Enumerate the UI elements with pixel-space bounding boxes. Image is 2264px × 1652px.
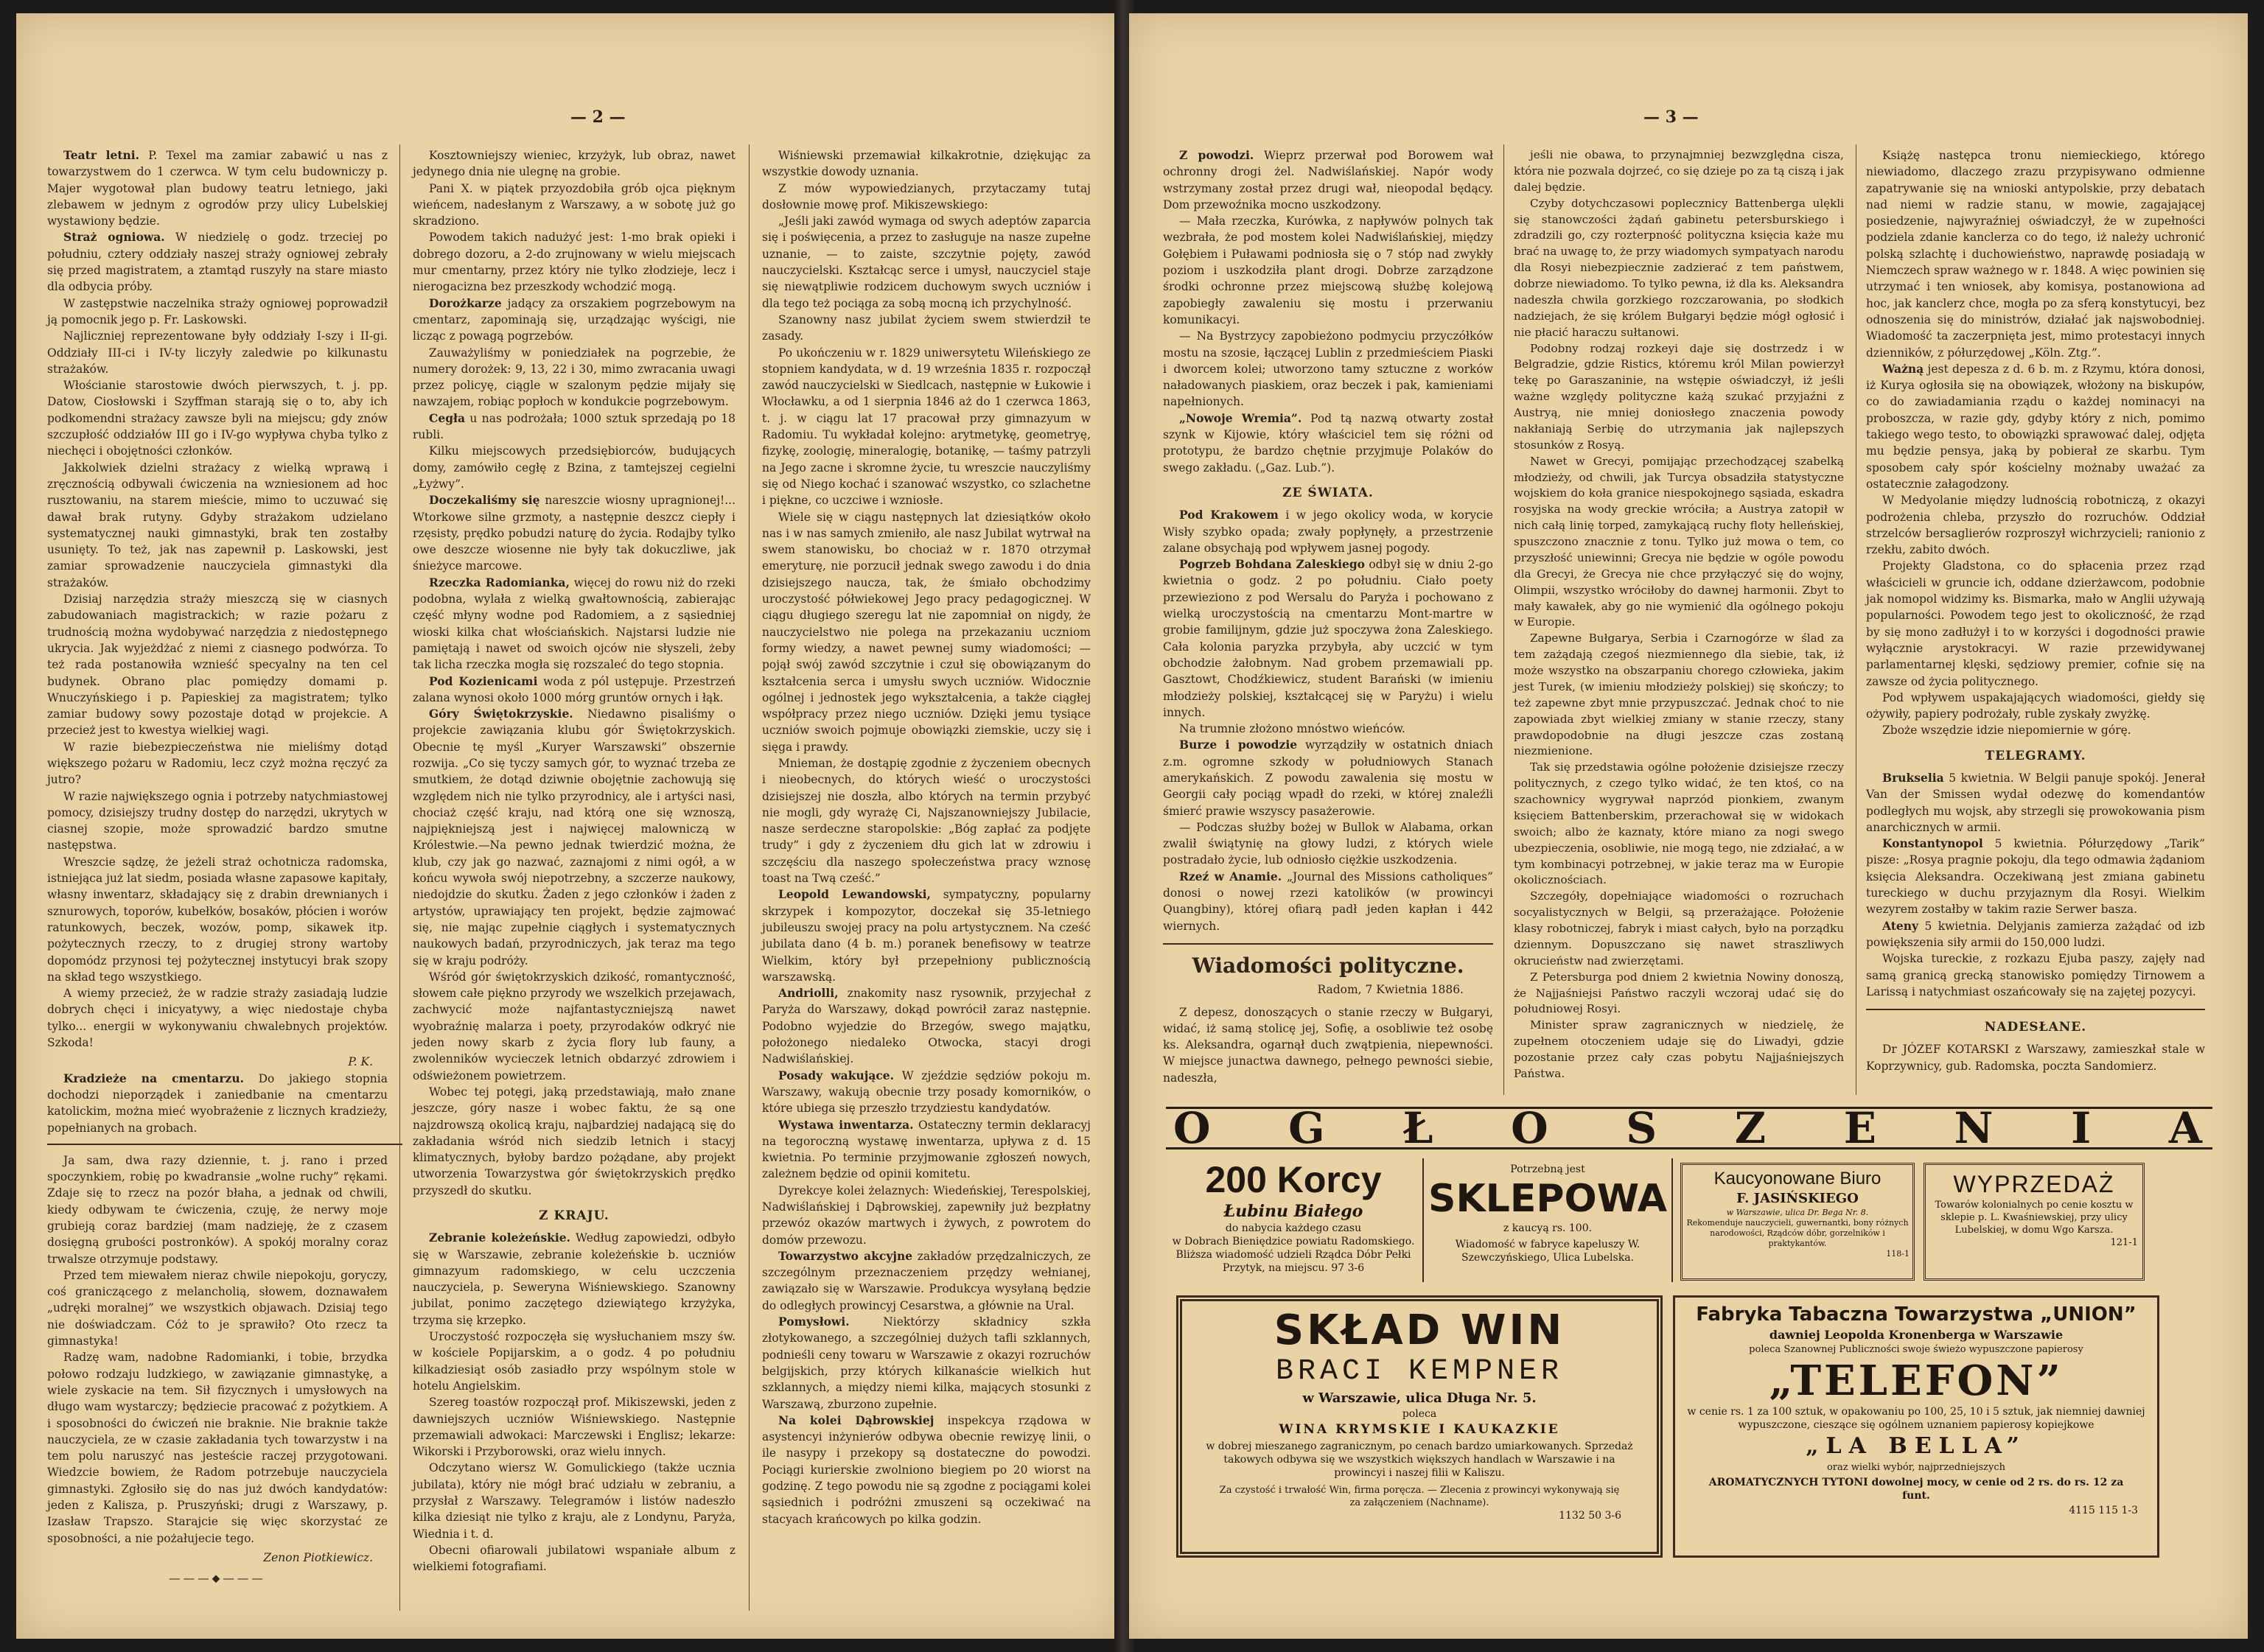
- article-text: Z Petersburga pod dniem 2 kwietnia Nowiny donoszą, że Najjaśniejsi Państwo raczyli wczoraj udać się do południowej Rosyi.: [1514, 970, 1844, 1016]
- article-lead: Brukselia: [1882, 770, 1944, 785]
- ogloszenia-letter: Ł: [1402, 1103, 1436, 1153]
- ad-sklepowa: [1422, 1158, 1673, 1282]
- article-paragraph: [1163, 328, 1493, 410]
- article-paragraph: [413, 295, 736, 345]
- article-text: Po ukończeniu w r. 1829 uniwersytetu Wileńskiego ze stopniem kandydata, w d. 19 września 1835 r. rozpoczął zawód nauczycielski w Siedlcach, następnie w Łukowie i Włocławku, a od 1 sierpnia 1846 aż do 1 czerwca 1863, t. j. w ciągu lat 17 pracował przy gimnazyum w Radomiu. Tu wykładał kolejno: arytmetykę, geometryę, fizykę, zoologię, mineralogię, botanikę, — taśmy patrzyli na Jego zacne i skromne życie, tu wreszcie nauczyliśmy się od Niego kochać i szanować wszystko, co szlachetne i piękne, co uczciwe i wzniosłe.: [762, 346, 1091, 508]
- article-text: zakładów przędzalniczych, ze szczególnym przeznaczeniem przędzy wełnianej, zawiązało się w Warszawie. Produkcya wysyłaną będzie do odległych prowincyj Cesarstwa, a głównie na Ural.: [762, 1249, 1091, 1312]
- article-lead: Pod Kozienicami: [429, 673, 538, 688]
- ad-sklad-win: [1176, 1295, 1663, 1558]
- page-number: — 3 —: [1643, 108, 1699, 127]
- article-text: Nawet w Grecyi, pomijając przechodzącej szabelką młodzieży, od chwili, jak Turcya obsadziła statystyczne wojskiem do koła granice niespokojnego sąsiada, eskadra rosyjska na wody greckie wróciła; a Austrya zatopił w nich całą linię torped, zamykającą ruchy floty helleńskiej, spuszczono znacznie z tonu. Tylko już mowa o tem, co przyszłość uniewinni; Grecya nie będzie w ogóle powodu dla Grecyi, że Grecya nie chce przyłączyć się do wojny, Olimpii, wszystko wróciłoby do dawnej harmonii. Zbyt to mały kawałek, aby go nie wymienić dla ogólnego pokoju w Europie.: [1514, 454, 1844, 629]
- ad-sklad-text: w dobrej mieszanego zagranicznym, po cenach bardzo umiarkowanych. Sprzedaż takowych odbywa się we wszystkich większych handlach w Warszawie i na prowincyi i naszej filii w Kaliszu.: [1206, 1441, 1633, 1479]
- article-paragraph: [1163, 721, 1493, 737]
- article-text: Jakkolwiek dzielni strażacy z wielką wprawą i zręcznością odbywali ćwiczenia na wzniesionem ad hoc rusztowaniu, na starem mieście, mimo to uczuwać się dawał brak rutyny. Gdyby strażakom udzielano systematycznej nauki gimnastyki, brak ten zostałby usunięty. To też, jak nas zapewnił p. Laskowski, jest zamiar sprowadzenie nauczyciela gimnastyki dla strażaków.: [47, 461, 388, 589]
- article-text: P. Texel ma zamiar zabawić u nas z towarzystwem do 1 czerwca. W tym celu budowniczy p. Majer wygotował plan budowy teatru letniego, jaki zlebawem w jednym z ogrodów przy ulicy Lubelskiej wystawiony będzie.: [47, 149, 388, 228]
- article-paragraph: [1866, 951, 2205, 1000]
- notice-text: Dr JÓZEF KOTARSKI z Warszawy, zamieszkał stale w Koprzywnicy, gub. Radomska, poczta Sandomierz.: [1866, 1043, 2205, 1073]
- article-text: Tak się przedstawia ogólne położenie dzisiejsze rzeczy politycznych, z czego tylko widać, że ten ktoś, co na szachownicy wygrywał naprzód pionkiem, zwanym księciem Battenberskim, przerachował się w widokach swoich; albo że kaznaty, które miano za nogi swego ubezpieczenia, osobliwie, nie mogą tego, nie zdziałać, a w tym kombinacyi potrzebnej, w jakie teraz ma w Europie okolicznościach.: [1514, 760, 1844, 887]
- ad-korcy-line3: Bliższa wiadomość udzieli Rządca Dóbr Pełki: [1175, 1249, 1411, 1261]
- column-3: [1866, 147, 2205, 1074]
- article-lead: „Nowoje Wremia”.: [1179, 410, 1302, 425]
- ad-sklad-sub: poleca: [1402, 1408, 1437, 1420]
- article-text: jest depesza z d. 6 b. m. z Rzymu, która donosi, iż Kurya ogłosiła się na obowiązek, włożony na biskupów, co do zawiadamiania rządu o każdej nominacyi na proboszcza, w razie gdy, gdyby który z nich, pomimo takiego wego testo, to obowiązki sprawować dalej, odjęta mu będzie pensya, jaką by pobierał ze skarbu. Tym sposobem cały spór kościelny możnaby uważać za ostatecznie załagodzony.: [1866, 362, 2205, 491]
- article-paragraph: [413, 229, 736, 295]
- article-paragraph: [1163, 819, 1493, 869]
- article-text: Czyby dotychczasowi poplecznicy Battenberga ulękli się stanowczości żądań gabinetu petersburskiego i zdradzili go, czy rozterpność polityczna księcia każe mu brać na uwagę to, że przy wiadomych sympatyach narodu dla Rosyi niebezpiecznie zadzierać z tem państwem, dobrze niewiadomo. To tylko pewna, iż dla ks. Aleksandra nadeszła chwila gorzkiego rozczarowania, po słodkich nadziejach, że się królem Bułgaryi będzie mógł ogłosić i nie płacić haraczu sułtanowi.: [1514, 196, 1844, 339]
- ad-sklepowa-sub: z kaucyą rs. 100.: [1503, 1222, 1593, 1234]
- article-paragraph: [762, 1248, 1091, 1314]
- article-paragraph: [1514, 970, 1844, 1018]
- ornament-divider: ———⬥———: [169, 1572, 266, 1586]
- article-paragraph: [47, 1349, 388, 1547]
- ad-wyprzedaz-title: WYPRZEDAŻ: [1953, 1171, 2115, 1197]
- column-3: [762, 147, 1091, 1527]
- article-paragraph: [47, 295, 388, 329]
- article-text: Mnieman, że dostąpię zgodnie z życzeniem obecnych i nieobecnych, do których wieść o uroczystości dzisiejszej nie doszła, albo których na termin przybyć nie mogli, gdy wyrażę Ci, Najszanowniejszy Jubilacie, nasze serdeczne staropolskie: „Bóg zapłać za podjęte trudy” i gdy z życzeniem dłu gich lat w zdrowiu i szczęściu dla naszego społeczeństwa pracy wznosę toast na Twą cześć.”: [762, 756, 1091, 886]
- article-paragraph: [47, 739, 388, 788]
- article-paragraph: [762, 1117, 1091, 1183]
- article-paragraph: [762, 1413, 1091, 1527]
- article-text: Wobec tej potęgi, jaką przedstawiają, mało znane jeszcze, góry nasze i wobec faktu, że są one najzdrowszą okolicą kraju, najbardziej nadającą się do zakładania wśród nich siedzib letnich i stacyj klimatycznych, byłoby bardzo pożądane, aby projekt utworzenia Towarzystwa gór świętokrzyskich prędko przyszedł do skutku.: [413, 1085, 736, 1197]
- ad-sklepowa-title: SKLEPOWA: [1428, 1177, 1667, 1221]
- article-paragraph: [413, 1394, 736, 1460]
- article-lead: Ważną: [1882, 361, 1924, 376]
- ad-biuro-addr: w Warszawie, ulica Dr. Bega Nr. 8.: [1726, 1208, 1869, 1217]
- article-text: Zauważyliśmy w poniedziałek na pogrzebie, że numery dorożek: 9, 13, 22 i 30, mimo zwracania uwagi przez policyę, ciągle w szalonym pędzie mijały się nawzajem, robiąc popłoch w kondukcie pogrzebowym.: [413, 346, 736, 409]
- article-paragraph: [413, 1460, 736, 1541]
- article-text: jadący za orszakiem pogrzebowym na cmentarz, zapominają się, urządzając wyścigi, nie licząc z powagą pogrzebów.: [413, 296, 736, 343]
- article-lead: Pod Krakowem: [1179, 508, 1279, 522]
- article-text: wyrządziły w ostatnich dniach z.m. ogromne szkody w południowych Stanach amerykańskich. Z powodu zawalenia się mostu w Georgii cały pociąg wpadł do rzeki, w której znaleźli śmierć prawie wszyscy pasażerowie.: [1163, 738, 1493, 818]
- article-text: „Jeśli jaki zawód wymaga od swych adeptów zaparcia się i poświęcenia, a przez to zasługuje na nasze zupełne uznanie, — to zaiste, szczytnie pojęty, zawód nauczycielski. Kształcąc serce i umysł, nauczyciel staje się niewątpliwie rodzicem duchowym swych uczniów i dla tego też pociąga za sobą mocną ich przychylność.: [762, 214, 1091, 310]
- article-text: Najliczniej reprezentowane były oddziały I-szy i II-gi. Oddziały III-ci i IV-ty liczyły zaledwie po kilkunastu strażaków.: [47, 329, 388, 376]
- article-text: W niedzielę o godz. trzeciej po południu, cztery oddziały naszej straży ogniowej zebrały się przed magistratem, a ztamtąd ruszyły na stare miasto dla odbycia próby.: [47, 231, 388, 294]
- article-paragraph: [413, 181, 736, 230]
- article-text: Wreszcie sądzę, że jeżeli straż ochotnicza radomska, istniejąca już lat siedm, posiada własne zapasowe kapitały, własny inwentarz, składający się z drabin drewnianych i sznurowych, toporów, kubełków, bosaków, płócien i worów ratunkowych, beczek, wozów, pomp, sikawek itp. pożytecznych rzeczy, to z drugiej strony wartoby dopomódz przynosi tej pożytecznej instytucyi brak szopy na skład tego wszystkiego.: [47, 855, 388, 984]
- page-number: — 2 —: [570, 108, 626, 127]
- article-lead: Rzeź w Anamie.: [1179, 869, 1282, 883]
- article-paragraph: [413, 147, 736, 181]
- ad-sklad-addr: w Warszawie, ulica Długa Nr. 5.: [1302, 1390, 1537, 1406]
- article-text: Pod wpływem uspakajających wiadomości, giełdy się ożywiły, papiery podrożały, ruble zyskały zwyżkę.: [1866, 690, 2205, 721]
- ad-code: 1132 50 3-6: [1559, 1510, 1621, 1522]
- article-text: Szanowny nasz jubilat życiem swem stwierdził te zasady.: [762, 312, 1091, 343]
- ad-code: 118-1: [1886, 1249, 1910, 1259]
- article-lead: Na kolei Dąbrowskiej: [778, 1413, 934, 1427]
- article-text: Na trumnie złożono mnóstwo wieńców.: [1179, 722, 1405, 736]
- article-lead: Pomysłowi.: [778, 1315, 850, 1329]
- article-paragraph: [413, 706, 736, 969]
- author-signature: Zenon Piotkiewicz.: [263, 1550, 373, 1564]
- article-paragraph: [1514, 454, 1844, 631]
- ad-union-telefon: „TELEFON”: [1769, 1357, 2064, 1405]
- article-text: Zboże wszędzie idzie niepomiernie w górę.: [1882, 724, 2131, 738]
- article-lead: Góry Świętokrzyskie.: [429, 707, 573, 721]
- article-paragraph: [1866, 147, 2205, 361]
- article-text: „Journal des Missions catholiques” donosi o nowej rzezi katolików (w prowincyi Quangbiny), której ofiarą padł jeden kapłan i 442 wiernych.: [1163, 869, 1493, 933]
- article-paragraph: [47, 854, 388, 985]
- article-paragraph: [1866, 722, 2205, 738]
- article-text: Zapewne Bułgarya, Serbia i Czarnogórze w ślad za tem zażądają czegoś niezmiennego dla siebie, tak, iż może wszystko na obszarpaniu chorego człowieka, jakim jest Turek, (w imieniu młodzieży polskiej) się skończy; to też zapewne zbyt mnie przypuszczać. Jednak choć to nie zapowiada zbyt wielkiej zmiany w stanie rzeczy, stany prawdopodobnie na długi jeszcze czas zostaną niezmienione.: [1514, 631, 1844, 758]
- article-text: Z mów wypowiedzianych, przytaczamy tutaj dosłownie mowę prof. Mikiszewskiego:: [762, 181, 1091, 211]
- ad-biuro-sub: F. JASIŃSKIEGO: [1736, 1191, 1859, 1206]
- article-text: Szereg toastów rozpoczął prof. Mikiszewski, jeden z dawniejszych uczniów Wiśniewskiego. Następnie przemawiali adwokaci: Marczewski i Englisz; lekarze: Wikorski i Przyborowski, oraz wielu innych.: [413, 1396, 736, 1459]
- article-text: Włościanie starostowie dwóch pierwszych, t. j. pp. Datow, Ciosłowski i Szyffman starają się o to, aby ich podkomendni strażacy zawsze byli na miejscu; gdy znów szczupłość oddziałów III go i IV-go wypływa chyba tylko z niechęci i obojętności członków.: [47, 379, 388, 458]
- article-text: Minister spraw zagranicznych w niedzielę, że zupełnem otoczeniem udaje się do Liwadyi, gdzie pozostanie przez cały czas pobytu Najjaśniejszych Państwa.: [1514, 1018, 1844, 1080]
- ad-korcy-title: 200 Korcy: [1205, 1159, 1382, 1200]
- article-paragraph: [413, 1329, 736, 1394]
- column-divider: [1503, 144, 1504, 1095]
- ad-union-title: Fabryka Tabaczna Towarzystwa „UNION”: [1696, 1303, 2137, 1326]
- article-text: 5 kwietnia. Półurzędowy „Tarik” pisze: „Rosya pragnie pokoju, dla tego odmawia żądaniom księcia Aleksandra. Oczekiwaną jest zmiana gabinetu tureckiego w duchu przyjaznym dla Rosyi. Wielkim wezyrem zostałby w takim razie Serwer basza.: [1866, 837, 2205, 917]
- article-text: Do jakiego stopnia dochodzi nieporządek i zaniedbanie na cmentarzu katolickim, można mieć wyobrażenie z licznych kradzieży, popełnianych na grobach.: [47, 1071, 388, 1135]
- dateline: Radom, 7 Kwietnia 1886.: [1317, 983, 1464, 997]
- ogloszenia-letter: N: [1954, 1103, 1996, 1153]
- section-header: Wiadomości polityczne.: [1192, 953, 1464, 978]
- article-text: 5 kwietnia. Delyjanis zamierza zażądać od izb powiększenia siły armii do 150,000 ludzi.: [1866, 919, 2205, 949]
- ogloszenia-letter: I: [2071, 1103, 2094, 1153]
- ad-union-sub: dawniej Leopolda Kronenberga w Warszawie: [1769, 1328, 2064, 1342]
- article-paragraph: [1866, 690, 2205, 723]
- article-text: Odczytano wiersz W. Gomulickiego (także ucznia jubilata), który nie mógł brać udziału w zebraniu, a przysłał z Warszawy. Telegramów i listów nadeszło kilka dziesiąt nie tylko z kraju, ale z Londynu, Paryża, Wiednia i t. d.: [413, 1461, 736, 1541]
- article-lead: Burze i powodzie: [1179, 738, 1298, 752]
- article-text: Dyrekcye kolei żelaznych: Wiedeńskiej, Terespolskiej, Nadwiślańskiej i Dąbrowskiej, zapewniły już bezpłatny przewóz okazów martwych i żywych, z powrotem do domów przewozu.: [762, 1183, 1091, 1247]
- ad-korcy-sub: Łubinu Białego: [1223, 1202, 1363, 1221]
- article-lead: Leopold Lewandowski,: [778, 887, 931, 902]
- article-text: Ja sam, dwa razy dziennie, t. j. rano i przed spoczynkiem, robię po kwadransie „wolne ruchy” rękami. Zdaje się to rzecz na pozór błaha, a jednak od chwili, kiedy odbywam te ćwiczenia, czuję, że nerwy moje grubieją coraz bardziej (mam nadzieję, że z czasem dosięgną grubości postronków). A spokój moralny coraz trwalsze otrzymuje podstawy.: [47, 1153, 388, 1266]
- article-text: Uroczystość rozpoczęła się wysłuchaniem mszy św. w kościele Popijarskim, a o godz. 4 po południu kilkadziesiąt osób zasiadło przy wspólnym stole w hotelu Angielskim.: [413, 1330, 736, 1393]
- article-paragraph: [47, 147, 388, 229]
- article-lead: Z powodzi.: [1179, 148, 1254, 162]
- article-text: W zastępstwie naczelnika straży ogniowej poprowadził ją pomocnik jego p. Fr. Laskowski.: [47, 296, 388, 326]
- article-paragraph: [1163, 737, 1493, 819]
- article-lead: Konstantynopol: [1882, 836, 1983, 851]
- article-text: Dzisiaj narzędzia straży mieszczą się w ciasnych zabudowaniach magistrackich; w razie pożaru z trudnością można wydobywać narzędzia z niedostępnego ukrycia. Jak wyjeżdżać z niemi z ciasnego podwórza. To też rada postanowiła wznieść specyalny na ten cel budynek. Obrano plac pomiędzy domami p. Wnuczyńskiego i p. Papieskiej za magistratem; tylko zamiar budowy sowy pozostaje dotąd w projekcie. A przecież jest to kwestya wielkiej wagi.: [47, 592, 388, 738]
- article-text: Ostateczny termin deklaracyj na tegoroczną wystawę inwentarza, upływa z d. 15 kwietnia. Po terminie przyjmowanie zgłoszeń nowych, zależnem będzie od opinii komitetu.: [762, 1118, 1091, 1181]
- article-text: Projekty Gladstona, co do spłacenia przez rząd właścicieli w gruncie ich, oddane dzierżawcom, podobnie jak nomopol widzimy ks. Bismarka, mało w Anglii używają popularności. Powodem tego jest to okoliczność, że rząd by się mono zadłużył i to w korzyści i dogodności prawie wyłącznie arystokracyi. W razie przewidywanej parlamentarnej klęski, sędziowy premier, cofnie się na zawsze od życia politycznego.: [1866, 559, 2205, 688]
- ad-korcy: [1172, 1158, 1415, 1282]
- article-paragraph: [1514, 341, 1844, 454]
- article-text: — Podczas służby bożej w Bullok w Alabama, orkan zwalił świątynię na głowy ludzi, z których wiele postradało życie, lub odniosło ciężkie uszkodzenia.: [1163, 820, 1493, 867]
- article-paragraph: [47, 377, 388, 459]
- article-text: — Mała rzeczka, Kurówka, z napływów polnych tak wezbrała, że pod mostem kolei Nadwiślańskiej, między Gołębiem i Puławami podniosła się o 7 stóp nad zwykły poziom i uszkodziła plant drogi. Dobrze zarządzone środki ochronne przez miejscową służbę kolejową zapobiegły zawaleniu się mostu i przerwaniu komunikacyi.: [1163, 214, 1493, 326]
- article-paragraph: [47, 1071, 388, 1136]
- article-text: 5 kwietnia. W Belgii panuje spokój. Jenerał Van der Smissen wydał odezwę do komendantów podległych mu wojsk, aby strzegli się prowokowania pism anarchicznych w armii.: [1866, 771, 2205, 834]
- ad-code: 4115 115 1-3: [2069, 1505, 2138, 1516]
- column-divider: [749, 144, 750, 1611]
- article-paragraph: [413, 410, 736, 444]
- ogloszenia-letter: O: [1173, 1103, 1214, 1153]
- article-paragraph: [1514, 760, 1844, 889]
- ogloszenia-letter: Z: [1734, 1103, 1769, 1153]
- ad-biuro-text: Rekomenduje nauczycieli, guwernantki, bony różnych narodowości, Rządców dóbr, gorzelników i praktykantów.: [1686, 1218, 1909, 1248]
- article-paragraph: [762, 755, 1091, 886]
- article-text: woda z pól ustępuje. Przestrzeń zalana wynosi około 1000 mórg gruntów ornych i łąk.: [413, 674, 736, 704]
- horizontal-rule: [1163, 943, 1493, 945]
- article-paragraph: [413, 1542, 736, 1575]
- ad-sklad-foot: Za czystość i trwałość Win, firma poręcza. — Zlecenia z prowincyi wykonywają się za załączeniem (Nachname).: [1219, 1485, 1620, 1508]
- ad-korcy-line1: do nabycia każdego czasu: [1225, 1222, 1362, 1234]
- article-paragraph: [1866, 492, 2205, 558]
- article-lead: Zebranie koleżeńskie.: [429, 1231, 571, 1245]
- article-paragraph: [1866, 361, 2205, 492]
- article-paragraph: [1163, 869, 1493, 934]
- article-paragraph: [47, 788, 388, 854]
- ogloszenia-letter: S: [1626, 1103, 1660, 1153]
- article-paragraph: [47, 229, 388, 295]
- ad-korcy-line4: Przytyk, na miejscu.: [1222, 1262, 1328, 1274]
- article-text: inspekcya rządowa w asystencyi inżynierów odbywa obecnie rewizyę linii, o ile nasypy i przekopy są dostateczne do powodzi. Pociągi kurierskie zwolniono biegiem po 20 wiorst na godzinę. Z tego powodu nie są zgodne z pociągami kolei sąsiednich i podróżni zmuszeni są oczekiwać na stacyach krańcowych po kilka godzin.: [762, 1413, 1091, 1526]
- column-2: [413, 147, 736, 1575]
- article-lead: Andriolli,: [778, 986, 839, 1001]
- ad-code: 97 3-6: [1331, 1262, 1365, 1274]
- article-text: jeśli nie obawa, to przynajmniej bezwzględna cisza, która nie pozwala dojrzeć, co się dzieje po za tą ciszą i jak dalej będzie.: [1514, 148, 1844, 194]
- ogloszenia-letter: G: [1288, 1103, 1328, 1153]
- article-paragraph: [413, 1230, 736, 1329]
- ad-wyprzedaz: [1924, 1163, 2145, 1281]
- article-text: Kilku miejscowych przedsiębiorców, budujących domy, zamówiło cegłę z Bzina, z tamtejszej cegielni „Łyżwy”.: [413, 444, 736, 491]
- ad-code: 121-1: [2110, 1237, 2138, 1248]
- article-text: Wiele się w ciągu następnych lat dziesiątków około nas i w nas samych zmieniło, ale nasz Jubilat wytrwał na swem stanowisku, bo chociaż w r. 1870 otrzymał emeryturę, nie porzucił jednak swego zawodu i do dnia dzisiejszego naucza, tak, że śmiało obchodzimy uroczystość półwiekowej Jego pracy pedagogicznej. W ciągu długiego szeregu lat nie zapomniał on nigdy, że nauczycielstwo nie polega na przekazaniu uczniom formy wiedzy, a nawet pewnej sumy wiadomości; — pojął swój zawód szczytnie i czuł się obowiązanym do kształcenia serca i umysłu swych uczniów. Widocznie ogólnej i jednostek jego wykształcenia, a także ciągłej współpracy przez niego uczniów. Dzięki jemu tysiące uczniów swoich pojmuje obowiązki ziemskie, uczy się i sięga i prawdy.: [762, 510, 1091, 754]
- section-header: ZE ŚWIATA.: [1282, 485, 1374, 500]
- article-paragraph: [413, 345, 736, 410]
- article-text: W Medyolanie między ludnością robotniczą, z okazyi podrożenia chleba, przyszło do rozruchów. Oddział strzelców bersaglierów rozproszył wichrzycieli; ranionio z rzekłu, zabito dwóch.: [1866, 494, 2205, 557]
- article-paragraph: [762, 1314, 1091, 1413]
- article-lead: Pogrzeb Bohdana Zaleskiego: [1179, 557, 1366, 572]
- ad-sklad-wina: WINA KRYMSKIE I KAUKAZKIE: [1279, 1422, 1560, 1437]
- column-divider: [399, 144, 400, 1611]
- article-text: Wiśniewski przemawiał kilkakrotnie, dziękując za wszystkie dowody uznania.: [762, 149, 1091, 179]
- article-text: W razie największego ognia i potrzeby natychmiastowej pomocy, dzisiejszy trudny dostęp do narzędzi, ukrytych w ciasnej szopie, może sprowadzić bardzo smutne następstwa.: [47, 789, 388, 853]
- article-text: — Na Bystrzycy zapobieżono podmyciu przyczółków mostu na szosie, łączącej Lublin z przedmieściem Piaski i dworcem kolei; utworzono tamy sztuczne z worków naładowanych piaskiem, oraz beczek i pak, kamieniami napełnionych.: [1163, 329, 1493, 409]
- column-1: [47, 147, 388, 1587]
- ad-sklepowa-text: Wiadomość w fabryce kapeluszy W. Szewczyńskiego, Ulica Lubelska.: [1455, 1239, 1641, 1264]
- article-paragraph: [762, 213, 1091, 312]
- article-text: Wśród gór świętokrzyskich dzikość, romantyczność, słowem całe piękno przyrody we wszelkich przejawach, zachwycić może najfantastyczniejszą nawet wyobraźnię malarza i poety, przyrodaków odkryć nie jeden nowy skarb z życia flory lub fauny, a zwolenników wycieczek letnich obdarzyć zdrowiem i odświeżonem powietrzem.: [413, 970, 736, 1082]
- article-lead: Wystawa inwentarza.: [778, 1117, 914, 1132]
- horizontal-rule: [1866, 1009, 2205, 1010]
- ad-wyprzedaz-text: Towarów kolonialnych po cenie kosztu w sklepie p. L. Kwaśniewskiej, przy ulicy Lubelskiej, w domu Wgo Karsza.: [1935, 1200, 2134, 1236]
- article-text: Niedawno pisaliśmy o projekcie zawiązania klubu gór Świętokrzyskich. Obecnie tę myśl „Kuryer Warszawski” obszernie rozwija. „Co się tyczy samych gór, to wyznać trzeba ze smutkiem, że dotąd dziwnie obojętnie zachowują się względem nich nie tylko przyrodnicy, ale i artyści nasi, chociaż część kraju, nad którą one się wznoszą, najpiękniejszą jest i najwięcej malowniczą w Królestwie.—Na pewno jednak twierdzić można, że klub, czy jak go nazwać, zaznajomi z nimi ogół, a w końcu wywoła swój niepotrzebny, a szczerze naukowy, niedojdzie do skutku. Żaden z jego członków i żaden z artystów, uprawiający ten projekt, będzie zajmować się, nie mając zupełnie ciągłych i systematycznych naukowych badań, przyrodniczych, jak teraz ma tego się w kraju podróży.: [413, 707, 736, 967]
- article-paragraph: [1514, 631, 1844, 760]
- article-text: Podobny rodzaj rozkeyi daje się dostrzedz i w Belgradzie, gdzie Ristics, któremu król Milan powierzył tekę po Garaszaninie, na wstępie oświadczył, iż jeśli ważne względy polityczne każą szukać przyjaźni z Austryą, nie mniej doniosłego znaczenia powody nakłaniają Serbię do utrzymania jak najlepszych stosunków z Rosyą.: [1514, 341, 1844, 452]
- article-paragraph: [1866, 770, 2205, 836]
- article-paragraph: [1866, 836, 2205, 917]
- ad-biuro-title: Kaucyonowane Biuro: [1713, 1169, 1882, 1189]
- article-text: Przed tem miewałem nieraz chwile niepokoju, goryczy, coś graniczącego z melancholią, słowem, doznawałem „udręki moralnej” we wszystkich objawach. Dzisiaj tego nie doświadczam. Cóż to je sprawiło? Oto rzecz ta gimnastyka!: [47, 1268, 388, 1348]
- section-header: NADESŁANE.: [1984, 1020, 2087, 1035]
- section-header: TELEGRAMY.: [1985, 748, 2086, 763]
- article-paragraph: [1163, 1004, 1493, 1086]
- article-text: więcej do rowu niż do rzeki podobna, wylała z wielką gwałtownością, zabierając część młyny wodne pod Radomiem, a z sąsiedniej wioski kilka chat włościańskich. Najstarsi ludzie nie pamiętają i nawet od swoich ojców nie słyszeli, żeby tak licha rzeczka mogła się rozszaleć do tego stopnia.: [413, 575, 736, 672]
- article-text: Wieprz przerwał pod Borowem wał ochronny drogi żel. Nadwiślańskiej. Napór wody wstrzymany został przez drugi wał, nieopodal będący. Dom przewoźnika mocno uszkodzony.: [1163, 149, 1493, 211]
- article-lead: Rzeczka Radomianka,: [429, 575, 570, 589]
- article-text: nareszcie wiosny upragnionej!... Wtorkowe silne grzmoty, a następnie deszcz ciepły i rzęsisty, prędko pobudzi naturę do życia. Rodajby tylko owe deszcze wiosenne nie były tak dokuczliwe, jak śnieżyce marcowe.: [413, 494, 736, 573]
- article-lead: Straż ogniowa.: [63, 230, 165, 245]
- article-text: Obecni ofiarowali jubilatowi wspaniałe album z wielkiemi fotografiami.: [413, 1543, 736, 1574]
- article-paragraph: [47, 591, 388, 739]
- ogloszenia-letter: E: [1843, 1103, 1879, 1153]
- article-paragraph: [413, 673, 736, 707]
- article-paragraph: [762, 1068, 1091, 1117]
- ad-biuro: [1680, 1163, 1915, 1281]
- article-paragraph: [47, 1267, 388, 1349]
- article-paragraph: [1514, 889, 1844, 969]
- article-text: Pod tą nazwą otwarty został szynk w Kijowie, który właściciel tem się różni od prototypu, że bardzo chętnie przyjmuje Polaków do swego zakładu. („Gaz. Lub.”).: [1163, 411, 1493, 475]
- article-paragraph: [1163, 213, 1493, 328]
- article-paragraph: [762, 886, 1091, 985]
- article-paragraph: [413, 575, 736, 673]
- article-paragraph: [1163, 507, 1493, 556]
- article-text: u nas podrożała; 1000 sztuk sprzedają po 18 rubli.: [413, 411, 736, 442]
- article-lead: Kradzieże na cmentarzu.: [63, 1071, 244, 1085]
- article-text: Kosztowniejszy wieniec, krzyżyk, lub obraz, nawet jedynego dnia nie ulegnę na grobie.: [413, 149, 736, 179]
- ad-sklad-title: SKŁAD WIN: [1274, 1306, 1565, 1354]
- ad-union-tyton: AROMATYCZNYCH TYTONI dowolnej mocy, w cenie od 2 rs. do rs. 12 za funt.: [1708, 1477, 2124, 1502]
- ad-sklepowa-top: Potrzebną jest: [1510, 1163, 1585, 1175]
- ad-korcy-line2: w Dobrach Bieniędzice powiatu Radomskiego.: [1172, 1236, 1415, 1247]
- article-text: sympatyczny, popularny skrzypek i kompozytor, doczekał się 35-letniego jubileuszu swojej pracy na polu artystycznem. Na cześć jubilata dano (4 b. m.) poranek benefisowy w teatrze Wielkim, który był przepełniony publicznością warszawską.: [762, 888, 1091, 984]
- ogloszenia-letter: A: [2168, 1103, 2205, 1153]
- article-paragraph: [762, 312, 1091, 345]
- article-lead: Towarzystwo akcyjne: [778, 1248, 913, 1263]
- section-header: Z KRAJU.: [539, 1208, 609, 1223]
- article-paragraph: [762, 345, 1091, 509]
- article-paragraph: [47, 328, 388, 377]
- ad-sklad-name: BRACI KEMPNER: [1275, 1355, 1564, 1388]
- ogloszenia-banner: [1166, 1103, 2212, 1153]
- article-paragraph: [762, 181, 1091, 214]
- article-text: W razie biebezpieczeństwa nie mieliśmy dotąd większego pożaru w Radomiu, lecz czyż można ręczyć za jutro?: [47, 740, 388, 787]
- ad-union-text2: w cenie rs. 1 za 100 sztuk, w opakowaniu po 100, 25, 10 i 5 sztuk, jak niemniej dawniej wypuszczone, cieszące się ogólnem uznaniem papierosy kopiejkowe: [1687, 1406, 2145, 1431]
- article-paragraph: [1866, 918, 2205, 951]
- article-paragraph: [1163, 147, 1493, 213]
- article-text: Według zapowiedzi, odbyło się w Warszawie, zebranie koleżeńskie b. uczniów gimnazyum radomskiego, w celu uczczenia nauczyciela, p. Seweryna Wiśniewskiego. Szanowny jubilat, ponimo zaczętego dziewiątego krzyżyka, trzyma się krzepko.: [413, 1231, 736, 1327]
- ad-union-bella: „LA BELLA”: [1806, 1433, 2027, 1459]
- article-text: Powodem takich nadużyć jest: 1-mo brak opieki i dobrego dozoru, a 2-do zrujnowany w wielu miejscach mur cmentarny, przez który nie tylko złodzieje, lecz i nierogacizna bez przeszkody wchodzić mogą.: [413, 231, 736, 294]
- article-paragraph: [47, 985, 388, 1051]
- horizontal-rule: [47, 1144, 402, 1145]
- article-text: Pani X. w piątek przyozdobiła grób ojca pięknym wieńcem, nadesłanym z Warszawy, a w sobotę już go skradziono.: [413, 181, 736, 228]
- column-2: [1514, 147, 1844, 1082]
- article-text: Szczegóły, dopełniające wiadomości o rozruchach socyalistycznych w Belgii, są przerażające. Położenie klasy robotniczej, fabryk i miast całych, było na porządku dziennym. Dopuszczano się nawet straszliwych okrucieństw nad zwierzętami.: [1514, 889, 1844, 967]
- ad-union-text3: oraz wielki wybór, najprzedniejszych: [1826, 1462, 2006, 1473]
- article-paragraph: [413, 492, 736, 574]
- article-paragraph: [1866, 558, 2205, 689]
- article-paragraph: [762, 1183, 1091, 1248]
- article-text: Niektórzy składnicy szkła złotykowanego, a szczególniej dużych tafli szklannych, podnieśli ceny towaru w Warszawie z okazyi rozruchów belgijskich, przy których kilkanaście wielkich hut szklannych, a między niemi kilka, mających stosunki z Warszawą, zburzono zupełnie.: [762, 1315, 1091, 1411]
- article-text: W zjeździe sędziów pokoju m. Warszawy, wakują obecnie trzy posady komorników, o które ubiega się przeszło trzydziestu kandydatów.: [762, 1068, 1091, 1116]
- article-text: Radzę wam, nadobne Radomianki, i tobie, brzydka połowo rodzaju ludzkiego, w zawiązanie gimnastykę, a wiele zyskacie na tem. Sił fizycznych i umysłowych na długo wam wystarczy; będziecie pracować z pożytkiem. A i sposobności do ćwiczeń nie braknie. Nie braknie także nauczyciela, ze w czasie zakładania tych towarzystw i na tem polu naruszyć nas jesteście raczej przygotowani. Wiedzcie bowiem, że Radom potrzebuje nauczyciela gimnastyki. Zgłosiło się do nas już dwóch kandydatów: jeden z Kalisza, p. Pruszyński; drugi z Warszawy, p. Izasław Trapszo. Starajcie się więc skorzystać ze sposobności, a nie pożałujecie tego.: [47, 1351, 388, 1545]
- article-paragraph: [762, 509, 1091, 755]
- article-text: Książę następca tronu niemieckiego, którego niewiadomo, dlaczego zrazu przypisywano odmienne zapatrywanie się na wnioski antypolskie, przy debatach nad niemi w radzie stanu, w mowie, zagajającej posiedzenie, najwyraźniej oświadczył, że w zupełności podziela zdanie kanclerza co do tego, iż należy uchronić polską szlachtę i duchowieństwo, naprawdę posiadają w Niemczech spraw ważnego w r. 1848. A więc powinien się utrzymać i ten wniosek, aby komisya, postanowiona ad hoc, jak kanclerz chce, mogła po za sferą konstytucyi, bez odnoszenia się do ministrów, działać jak najswobodniej. Wiadomość ta zaczerpnięta jest, mimo protestacyi innych dzienników, z półurzędowej „Köln. Ztg.”.: [1866, 149, 2205, 360]
- article-paragraph: [762, 985, 1091, 1067]
- article-text: Wojska tureckie, z rozkazu Ejuba paszy, zajęły nad samą granicą grecką stanowisko pomiędzy Tirnowem a Larissą i natychmiast oszańcowały się na zajętej pozycyi.: [1866, 952, 2205, 998]
- article-lead: Doczekaliśmy się: [429, 493, 540, 508]
- newspaper-page-2: [16, 13, 1122, 1639]
- article-lead: Teatr letni.: [63, 148, 140, 162]
- article-text: Z depesz, donoszących o stanie rzeczy w Bułgaryi, widać, iż samą stolicę jej, Sofię, a osobliwie też osobę ks. Aleksandra, ogarnął duch zwątpienia, niepewności. W miejsce junactwa dawnego, pełnego pewności siebie, nadeszła,: [1163, 1005, 1493, 1085]
- article-text: znakomity nasz rysownik, przyjechał z Paryża do Warszawy, dokąd powrócił zaraz następnie. Podobno wyjedzie do Brzegów, swego majątku, położonego niedaleko Otwocka, stacyi drogi Nadwiślańskiej.: [762, 987, 1091, 1066]
- author-signature: P. K.: [348, 1055, 373, 1069]
- article-paragraph: [1514, 147, 1844, 196]
- article-paragraph: [1163, 556, 1493, 721]
- ad-union: [1673, 1295, 2159, 1558]
- article-paragraph: [47, 1152, 388, 1267]
- ad-union-text: poleca Szanownej Publiczności swoje świeżo wypuszczone papierosy: [1749, 1344, 2083, 1355]
- article-paragraph: [1514, 196, 1844, 341]
- article-lead: Posady wakujące.: [778, 1068, 895, 1082]
- article-paragraph: [1163, 410, 1493, 476]
- article-lead: Cegła: [429, 410, 466, 425]
- article-text: i w jego okolicy woda, w korycie Wisły szybko opada; zwały popłynęły, a przestrzenie zalane obsychają pod wpływem jasnej pogody.: [1163, 508, 1493, 555]
- article-text: odbył się w dniu 2-go kwietnia o godz. 2 po południu. Ciało poety przewieziono z pod Wersalu do Paryża i pochowano z wielką uroczystością na cmentarzu Mont-martre w grobie familijnym, gdzie już spoczywa żona Zaleskiego. Cała kolonia paryzka przybyła, aby uczcić w tym obchodzie żałobnym. Nad grobem przemawiali pp. Gasztowt, Chodźkiewicz, student Barański (w imieniu młodzieży polskiej, kształcącej się w Paryżu) i wielu innych.: [1163, 558, 1493, 719]
- article-lead: Dorożkarze: [429, 295, 502, 310]
- article-text: A wiemy przecież, że w radzie straży zasiadają ludzie dobrych chęci i inicyatywy, a więc niedostaje chyba tylko... energii w wykonywaniu chwalebnych projektów. Szkoda!: [47, 987, 388, 1050]
- column-1: [1163, 147, 1493, 1086]
- article-paragraph: [1514, 1018, 1844, 1082]
- ogloszenia-letter: O: [1511, 1103, 1551, 1153]
- article-paragraph: [413, 1084, 736, 1199]
- article-paragraph: [413, 969, 736, 1084]
- article-lead: Ateny: [1882, 918, 1919, 933]
- article-paragraph: [413, 443, 736, 492]
- article-paragraph: [762, 147, 1091, 181]
- article-paragraph: [47, 460, 388, 591]
